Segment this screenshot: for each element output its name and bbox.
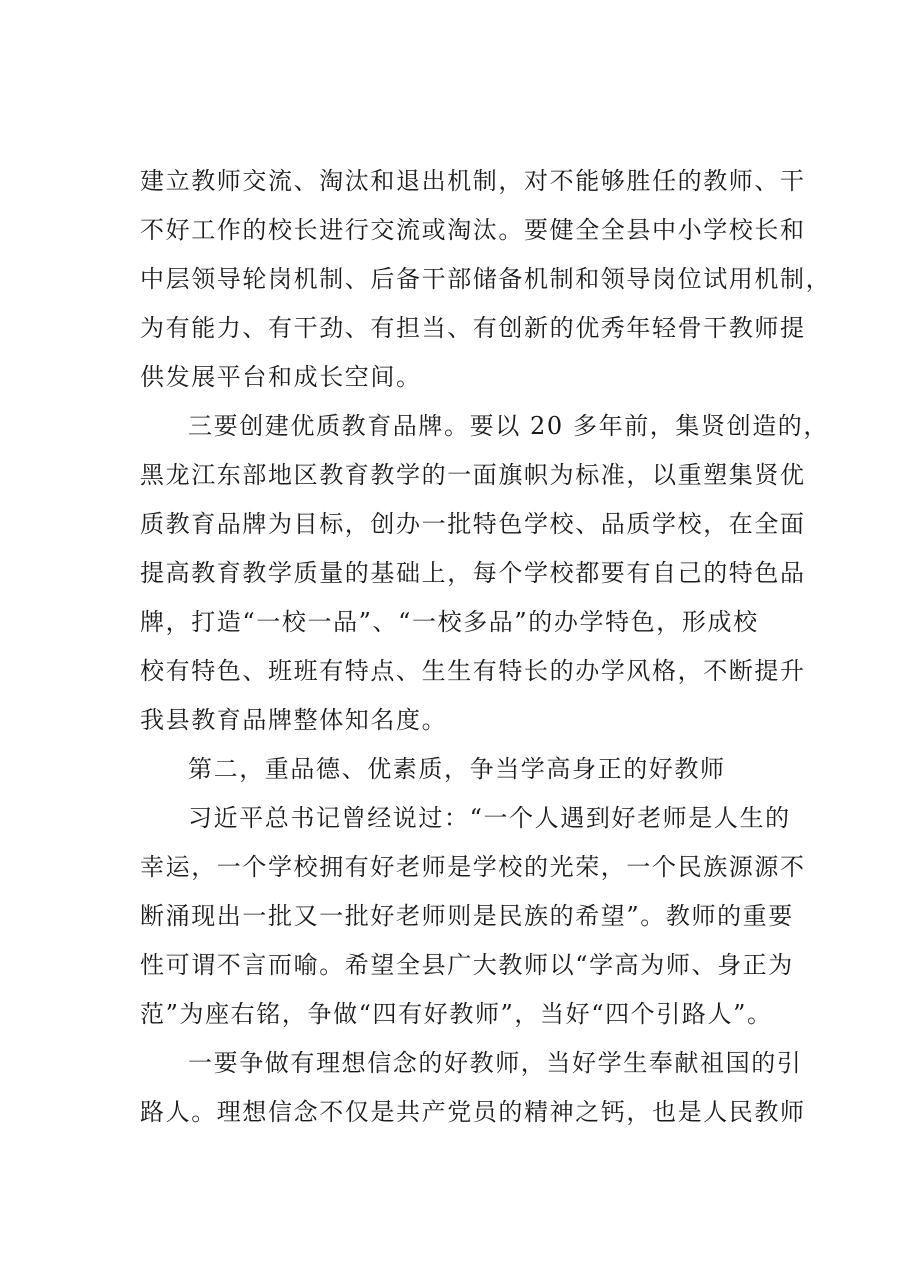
paragraph-line: 断涌现出一批又一批好老师则是民族的希望”。教师的重要: [140, 902, 794, 930]
paragraph-line: 牌，打造“一校一品”、“一校多品”的办学特色，形成校: [140, 608, 759, 636]
paragraph-line: 黑龙江东部地区教育教学的一面旗帜为标准，以重塑集贤优: [140, 461, 806, 489]
section-heading: 第二，重品德、优素质，争当学高身正的好教师: [188, 755, 726, 783]
paragraph-line: 幸运，一个学校拥有好老师是学校的光荣，一个民族源源不: [140, 853, 806, 881]
paragraph-line: 一要争做有理想信念的好教师，当好学生奉献祖国的引: [188, 1049, 803, 1077]
paragraph-line: 习近平总书记曾经说过：“一个人遇到好老师是人生的: [188, 804, 791, 832]
paragraph-line: 质教育品牌为目标，创办一批特色学校、品质学校，在全面: [140, 510, 806, 538]
paragraph-line: 我县教育品牌整体知名度。: [140, 706, 448, 734]
paragraph-line: 路人。理想信念不仅是共产党员的精神之钙，也是人民教师: [140, 1098, 806, 1126]
paragraph-line: 三要创建优质教育品牌。要以 20 多年前，集贤创造的，: [188, 412, 829, 440]
paragraph-line: 性可谓不言而喻。希望全县广大教师以“学高为师、身正为: [140, 951, 794, 979]
paragraph-line: 不好工作的校长进行交流或淘汰。要健全全县中小学校长和: [140, 216, 806, 244]
paragraph-line: 供发展平台和成长空间。: [140, 363, 422, 391]
paragraph-line: 提高教育教学质量的基础上，每个学校都要有自己的特色品: [140, 559, 806, 587]
paragraph-line: 中层领导轮岗机制、后备干部储备机制和领导岗位试用机制，: [140, 265, 832, 293]
paragraph-line: 范”为座右铭，争做“四有好教师”，当好“四个引路人”。: [140, 1000, 773, 1028]
paragraph-line: 为有能力、有干劲、有担当、有创新的优秀年轻骨干教师提: [140, 314, 806, 342]
paragraph-line: 建立教师交流、淘汰和退出机制，对不能够胜任的教师、干: [140, 167, 806, 195]
paragraph-line: 校有特色、班班有特点、生生有特长的办学风格，不断提升: [140, 657, 806, 685]
